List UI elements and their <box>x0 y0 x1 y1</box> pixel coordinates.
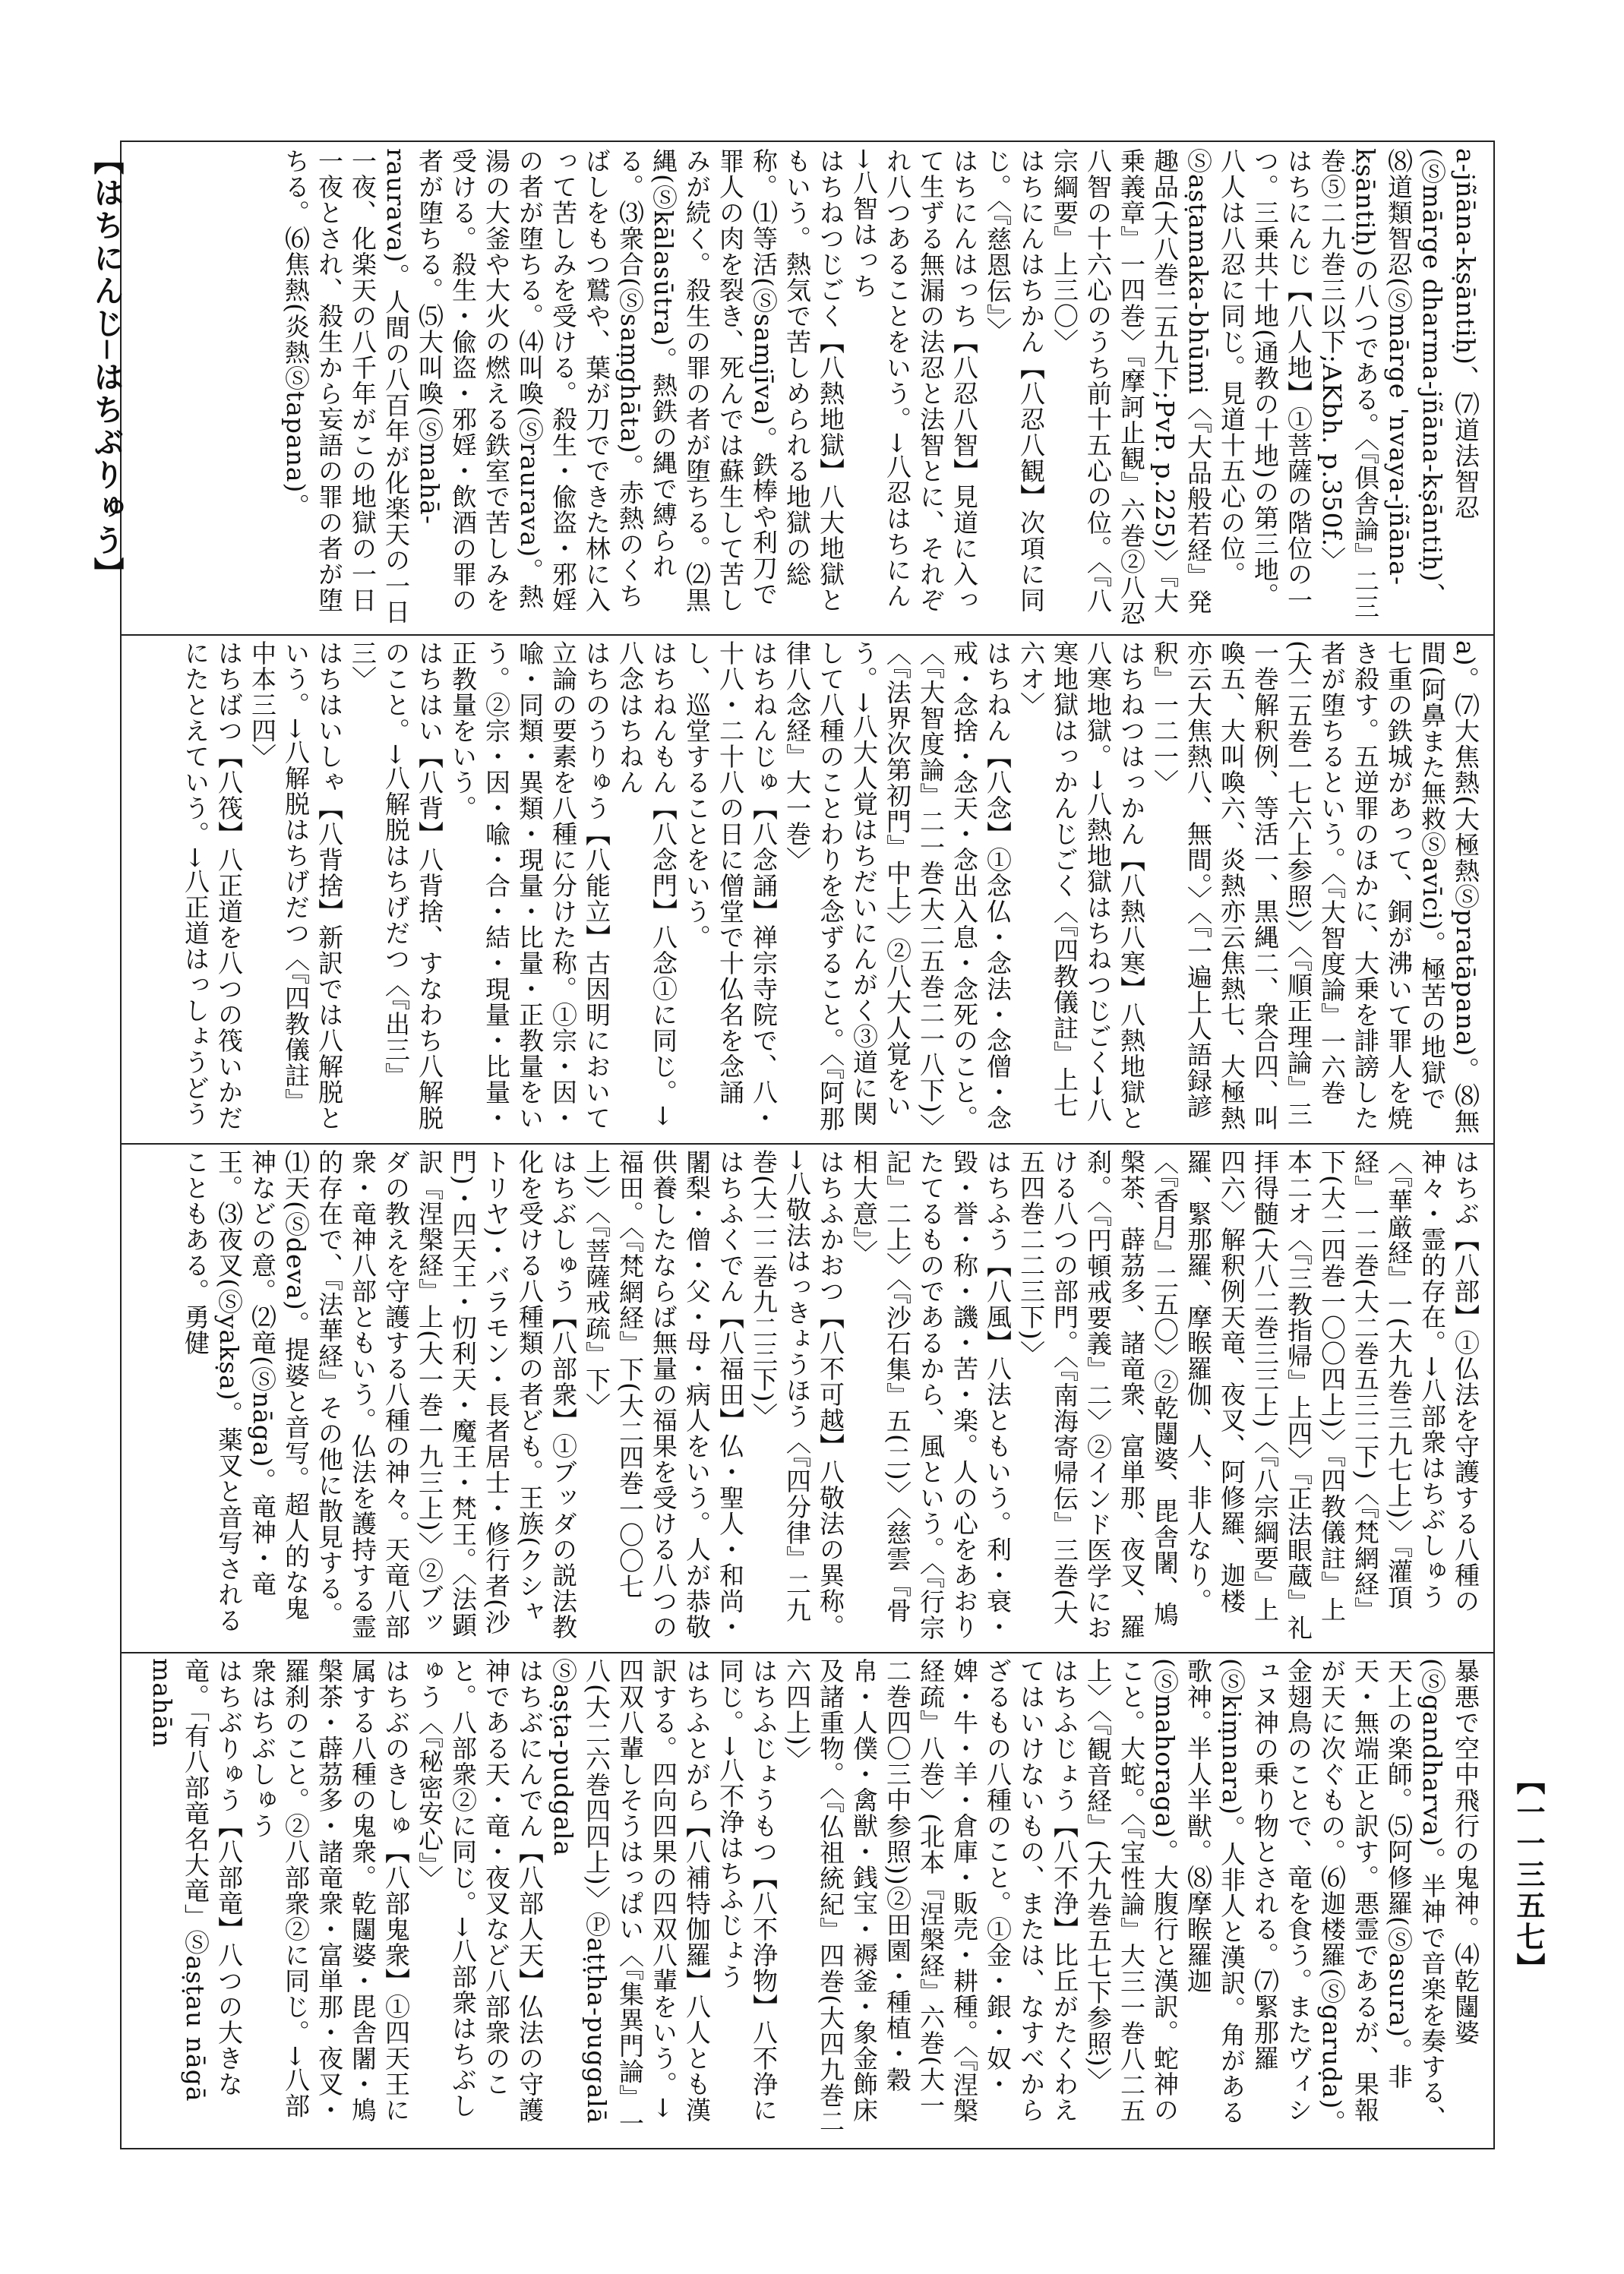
dictionary-entry: はちふとがら【八補特伽羅】八人とも漢訳する。四向四果の四双八輩をいう。→四双八輩しそうはっぱい〈『集異門論』一八(大二六巻四四上)〉Ⓟaṭṭha-puggalā Ⓢaṣṭa-pudgala <box>548 1658 712 2137</box>
dictionary-entry: はちばつ【八筏】八正道を八つの筏いかだにたとえていう。→八正道はっしょうどう <box>181 640 244 1131</box>
text-band-3 <box>133 1149 1482 1644</box>
band-3-column <box>133 1149 1482 1644</box>
band-1-column <box>133 148 1482 628</box>
dictionary-entry: はちにんはちかん【八忍八観】次項に同じ。〈『慈恩伝』〉 <box>983 148 1046 613</box>
dictionary-entry: はちねん【八念】①念仏・念法・念僧・念戒・念捨・念天・念出入息・念死のこと。〈『大智度論』二一巻(大二五巻二一八下)〉〈『法界次第初門』中上〉②八大人覚をいう。→八大人覚はちだいにんがく③道に関して八種のことわりを念ずること。〈『阿那律八念経』大一巻〉 <box>782 640 1013 1132</box>
band-divider-1 <box>122 634 1493 636</box>
text-band-2 <box>133 640 1482 1135</box>
paragraph: a-jñāna-kṣāntiḥ)、⑺道法智忍(Ⓢmārge dharma-jñāna-kṣāntiḥ)、⑻道類智忍(Ⓢmārge 'nvaya-jñāna-kṣāntiḥ)の八つである。〈『倶舎論』二三巻⑤二九巻三以下;AKbh. p.350f.〉 <box>1317 148 1480 620</box>
page-number: 【一一三五七】 <box>1512 1766 1546 1984</box>
dictionary-entry: はちのうりゅう【八能立】古因明において立論の要素を八種に分けた称。①宗・因・喩・同類・異類・現量・比量・正教量をいう。②宗・因・喩・合・結・現量・比量・正教量をいう。 <box>448 640 611 1131</box>
dictionary-entry: はちぶにんでん【八部人天】仏法の守護神である天・竜・夜叉など八部衆のこと。八部衆②に同じ。→八部衆はちぶしゅう〈『秘密安心』〉 <box>415 1658 545 2123</box>
dictionary-entry: はちぶ【八部】①仏法を守護する八種の神々・霊的存在。→八部衆はちぶしゅう〈『華厳経』一(大九巻三九七上)〉『灌頂経』一二巻(大二巻五三二下)〈『梵網経』下(大二四巻一〇〇四上)〉『四教儀註』上本二オ〈『三教指帰』上四〉『正法眼蔵』礼拝得髄(大八二巻三三上)〈『八宗綱要』上四六〉解釈例天竜、夜叉、阿修羅、迦楼羅、緊那羅、摩睺羅伽、人、非人なり。〈『香月』二五〇〉②乾闥婆、毘舎闍、鳩槃茶、薜茘多、諸竜衆、富単那、夜叉、羅刹。〈『円頓戒要義』二〉②インド医学における八つの部門。〈『南海寄帰伝』三巻(大五四巻二二三下)〉 <box>1016 1149 1480 1641</box>
dictionary-entry: はちふう【八風】八法ともいう。利・衰・毀・誉・称・譏・苦・楽。人の心をあおりたてるものであるから、風という。〈『行宗記』二上〉〈『沙石集』五(二)〉〈慈雲『骨相大意』〉 <box>849 1149 1013 1641</box>
text-band-1 <box>133 148 1482 628</box>
band-divider-2 <box>122 1143 1493 1145</box>
running-head: 【はちにんじ─はちぶりゅう】 <box>89 144 125 590</box>
dictionary-entry: はちふくでん【八福田】仏・聖人・和尚・闍梨・僧・父・母・病人をいう。人が恭敬供養したならば無量の福果を受ける八つの福田。〈『梵網経』下(大二四巻一〇〇七上)〉〈『菩薩戒疏』下〉 <box>582 1149 745 1640</box>
dictionary-entry: はちねつはっかん【八熱八寒】八熱地獄と八寒地獄。→八熱地獄はちねつじごく→八寒地獄はっかんじごく〈『四教儀註』上七六オ〉 <box>1016 640 1146 1131</box>
band-4-column <box>133 1658 1482 2137</box>
dictionary-entry: はちねんもん【八念門】八念①に同じ。→八念はちねん <box>615 640 678 1127</box>
dictionary-entry: はちぶしゅう【八部衆】①ブッダの説法教化を受ける八種類の者ども。王族(クシャトリヤ)・バラモン・長者居士・修行者(沙門)・四天王・忉利天・魔王・梵王。〈法顕訳『涅槃経』上(大一巻一九三上)〉②ブッダの教えを守護する八種の神々。天竜八部衆・竜神八部ともいう。仏法を護持する霊的存在で、『法華経』その他に散見する。⑴天(Ⓢdeva)。提婆と音写。超人的な鬼神などの意。⑵竜(Ⓢnāga)。竜神・竜王。⑶夜叉(Ⓢyakṣa)。薬叉と音写されることもある。勇健 <box>181 1149 578 1640</box>
dictionary-entry: はちねんじゅ【八念誦】禅宗寺院で、八・十八・二十八の日に僧堂で十仏名を念誦し、巡堂することをいう。 <box>682 640 779 1131</box>
dictionary-entry: はちふじょう【八不浄】比丘がたくわえてはいけないもの、または、なすべからざるもの八種のこと。①金・銀・奴・婢・牛・羊・倉庫・販売・耕種。〈『涅槃経疏』八巻〉(北本『涅槃経』六巻(大一二巻四〇三中参照))②田園・種植・穀帛・人僕・禽獣・銭宝・褥釜・象金飾床及諸重物。〈『仏祖統紀』四巻(大四九巻二六四上)〉 <box>782 1658 1079 2134</box>
dictionary-entry: はちふかおつ【八不可越】八敬法の異称。→八敬法はっきょうほう〈『四分律』二九巻(大二二巻九二三下)〉 <box>749 1149 845 1640</box>
text-band-4 <box>133 1658 1482 2137</box>
dictionary-entry: はちねつじごく【八熱地獄】八大地獄ともいう。熱気で苦しめられる地獄の総称。⑴等活(Ⓢsamjīva)。鉄棒や利刀で罪人の肉を裂き、死んでは蘇生して苦しみが続く。殺生の罪の者が堕ちる。⑵黒縄(Ⓢkālasūtra)。熱鉄の縄で縛られる。⑶衆合(Ⓢsaṃghāta)。赤熱のくちばしをもつ鷲や、葉が刀でできた林に入って苦しみを受ける。殺生・偸盗・邪婬の者が堕ちる。⑷叫喚(Ⓢraurava)。熱湯の大釜や大火の燃える鉄室で苦しみを受ける。殺生・偸盗・邪婬・飲酒の罪の者が堕ちる。⑸大叫喚(Ⓢmahā-raurava)。人間の八百年が化楽天の一日一夜、化楽天の八千年がこの地獄の一日一夜とされ、殺生から妄語の罪の者が堕ちる。⑹焦熱(炎熱Ⓢtapana)。 <box>281 148 845 625</box>
dictionary-entry: はちはいしゃ【八背捨】新訳では八解脱という。→八解脱はちげだつ〈『四教儀註』中本三四〉 <box>248 640 344 1131</box>
dictionary-entry: はちぶりゅう【八部竜】八つの大きな竜。「有八部竜名大竜」Ⓢaṣṭau nāgā mahān <box>147 1658 244 2102</box>
paragraph: 暴悪で空中飛行の鬼神。⑷乾闥婆(Ⓢgandharva)。半神で音楽を奏する、天上の楽師。⑸阿修羅(Ⓢasura)。非天・無端正と訳す。悪霊であるが、果報が天に次ぐもの。⑹迦楼羅(Ⓢgaruḍa)。金翅鳥のことで、竜を食う。またヴィシュヌ神の乗り物とされる。⑺緊那羅(Ⓢkiṃnara)。人非人と漢訳。角がある歌神。半人半獣。⑻摩睺羅迦(Ⓢmahoraga)。大腹行と漢訳。蛇神のこと。大蛇。〈『宝性論』大三一巻八二五上〉〈『観音経』(大九巻五七下参照)〉 <box>1083 1658 1480 2136</box>
band-2-column <box>133 640 1482 1135</box>
band-divider-3 <box>122 1652 1493 1653</box>
dictionary-entry: はちぶのきしゅ【八部鬼衆】①四天王に属する八種の鬼衆。乾闥婆・毘舎闍・鳩槃茶・薜茘多・諸竜衆・富単那・夜叉・羅刹のこと。②八部衆②に同じ。→八部衆はちぶしゅう <box>248 1658 411 2123</box>
dictionary-entry: はちにんじ【八人地】①菩薩の階位の一つ。三乗共十地(通教の十地)の第三地。八人は八忍に同じ。見道十五心の位。Ⓢaṣṭamaka-bhūmi〈『大品般若経』発趣品(大八巻二五九下;PvP. p.225)〉『大乗義章』一四巻〉『摩訶止観』六巻②八忍八智の十六心のうち前十五心の位。〈『八宗綱要』上三〇〉 <box>1050 148 1313 627</box>
dictionary-entry: はちはい【八背】八背捨、すなわち八解脱のこと。→八解脱はちげだつ〈『出三』三〉 <box>348 640 444 1131</box>
paragraph: a)。⑺大焦熱(大極熱Ⓢpratāpana)。⑻無間(阿鼻また無救Ⓢavīci)。極苦の地獄で七重の鉄城があって、銅が沸いて罪人を焼き殺す。五逆罪のほかに、大乗を誹謗した者が堕ちるという。〈『大智度論』一六巻(大二五巻一七六上参照)〉〈『順正理論』三一巻解釈例、等活一、黒縄二、衆合四、叫喚五、大叫喚六、炎熱亦云焦熱七、大極熱亦云大焦熱八、無間。〉〈『一遍上人語録諺釈』一二一〉 <box>1150 640 1480 1135</box>
dictionary-entry: はちにんはっち【八忍八智】見道に入って生ずる無漏の法忍と法智とに、それぞれ八つあることをいう。→八忍はちにん→八智はっち <box>849 148 979 613</box>
dictionary-entry: はちふじょうもつ【八不浄物】八不浄に同じ。→八不浄はちふじょう <box>716 1658 779 2123</box>
